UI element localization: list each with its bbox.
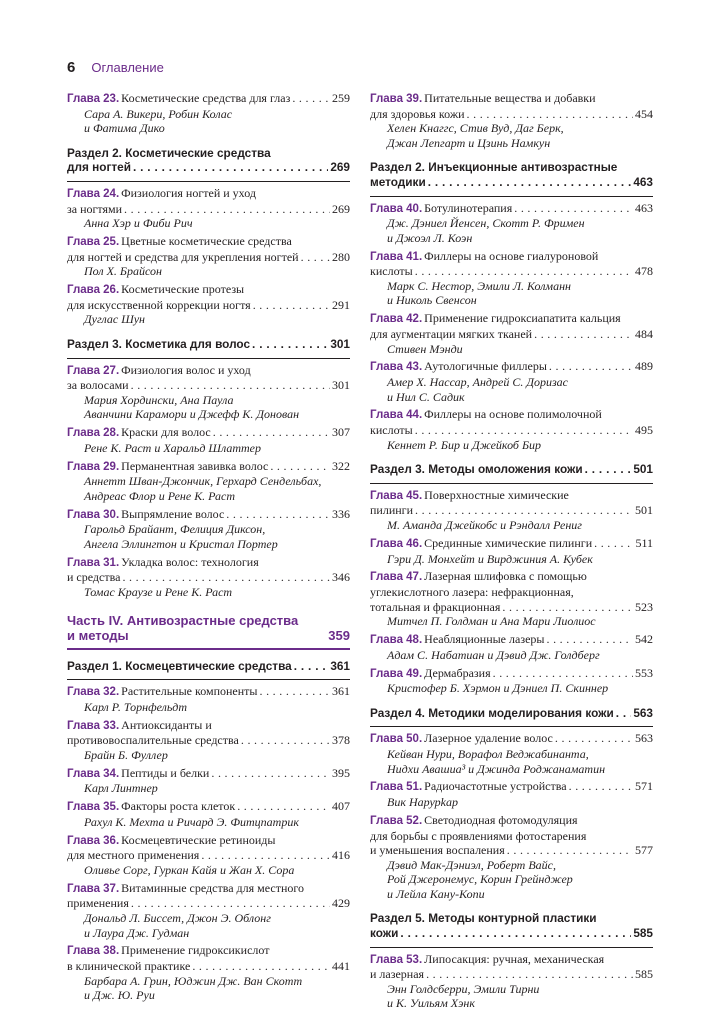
chapter-title: тотальная и фракционная xyxy=(370,599,501,614)
chapter-number: Глава 48. xyxy=(370,634,423,647)
page-ref: 291 xyxy=(332,297,350,312)
chapter-title: для местного применения xyxy=(67,848,200,863)
chapter-title: Аутологичные филлеры xyxy=(424,359,547,374)
chapter-title: Срединные химические пилинги xyxy=(424,535,593,550)
page-ref: 484 xyxy=(635,326,653,341)
section-heading[interactable] xyxy=(370,911,653,947)
chapter-authors: Сара А. Викери, Робин Колас xyxy=(84,106,233,121)
toc-entry[interactable] xyxy=(370,249,653,308)
page-ref: 429 xyxy=(332,896,350,911)
page-ref: 454 xyxy=(635,106,653,121)
page-ref: 361 xyxy=(330,658,350,673)
chapter-authors: Мария Хордински, Ана Паула xyxy=(84,392,234,407)
chapter-number: Глава 32. xyxy=(67,686,120,699)
chapter-title: Дермабразия xyxy=(424,665,491,680)
section-title: Раздел 5. Методы контурной пластики xyxy=(370,911,597,926)
toc-entry[interactable] xyxy=(370,91,653,150)
chapter-title: для здоровья кожи xyxy=(370,106,465,121)
page-ref: 563 xyxy=(633,705,653,720)
chapter-title: Поверхностные химические xyxy=(424,487,569,502)
chapter-number: Глава 49. xyxy=(370,667,423,680)
page-ref: 361 xyxy=(332,684,350,699)
toc-entry[interactable] xyxy=(370,569,653,628)
chapter-title: Ботулинотерапия xyxy=(424,200,513,215)
chapter-number: Глава 23. xyxy=(67,93,120,105)
chapter-title: Применение гидроксикислот xyxy=(121,943,270,958)
section-title: методики xyxy=(370,174,426,189)
chapter-number: Глава 41. xyxy=(370,250,423,263)
chapter-authors: Дж. Дэниел Йенсен, Скотт Р. Фримен xyxy=(387,216,585,231)
chapter-title: углекислотного лазера: нефракционная, xyxy=(370,585,574,599)
chapter-number: Глава 28. xyxy=(67,427,120,440)
chapter-title: кислоты xyxy=(370,264,413,279)
chapter-number: Глава 53. xyxy=(370,953,423,966)
page-title: Оглавление xyxy=(91,60,164,75)
page-ref: 553 xyxy=(635,665,653,680)
chapter-title: для искусственной коррекции ногтя xyxy=(67,297,251,312)
toc-entry[interactable] xyxy=(67,186,350,231)
chapter-title: Витаминные средства для местного xyxy=(121,880,304,895)
chapter-authors: Джан Лепгарт и Цзинь Намкун xyxy=(387,135,551,150)
chapter-title: Перманентная завивка волос xyxy=(121,458,269,473)
part-title: Часть IV. Антивозрастные средства xyxy=(67,612,299,628)
toc-entry[interactable] xyxy=(67,833,350,878)
page-ref: 585 xyxy=(635,967,653,982)
page-ref: 585 xyxy=(633,926,653,941)
toc-entry[interactable] xyxy=(370,407,653,452)
chapter-number: Глава 47. xyxy=(370,571,423,584)
chapter-authors: Рахул К. Мехта и Ричард Э. Фитцпатрик xyxy=(84,814,299,829)
toc-entry[interactable] xyxy=(67,555,350,600)
section-title: Раздел 4. Методики моделирования кожи xyxy=(370,705,614,720)
chapter-authors: Гэри Д. Монхейт и Вирджиния А. Кубек xyxy=(387,551,593,566)
chapter-authors: и Николь Свенсон xyxy=(387,293,477,308)
chapter-number: Глава 38. xyxy=(67,945,120,958)
toc-entry[interactable] xyxy=(67,363,350,422)
chapter-title: Цветные косметические средства xyxy=(121,234,292,249)
page-ref: 269 xyxy=(330,160,350,175)
chapter-title: Косметические средства для глаз xyxy=(121,91,291,105)
chapter-title: Антиоксиданты и xyxy=(121,717,212,732)
chapter-title: Питательные вещества и добавки xyxy=(424,91,596,105)
toc-entry[interactable] xyxy=(370,536,653,566)
toc-entry[interactable] xyxy=(67,91,350,136)
chapter-title: Неабляционные лазеры xyxy=(424,632,545,647)
chapter-title: Лазерное удаление волос xyxy=(424,731,553,746)
section-heading[interactable] xyxy=(370,160,653,196)
chapter-number: Глава 26. xyxy=(67,284,120,297)
chapter-number: Глава 40. xyxy=(370,202,423,215)
page-ref: 577 xyxy=(635,843,653,858)
chapter-authors: и Лаура Дж. Гудман xyxy=(84,925,190,940)
chapter-authors: Вик Нарурkар xyxy=(387,795,458,810)
chapter-authors: Пол Х. Брайсон xyxy=(84,264,162,279)
toc-entry[interactable] xyxy=(67,282,350,327)
chapter-number: Глава 44. xyxy=(370,409,423,422)
chapter-number: Глава 46. xyxy=(370,537,423,550)
chapter-authors: Стивен Мэнди xyxy=(387,341,463,356)
chapter-title: Физиология ногтей и уход xyxy=(121,185,256,200)
chapter-authors: и Фатима Дико xyxy=(84,121,165,136)
chapter-title: пилинги xyxy=(370,503,414,518)
chapter-title: Липосакция: ручная, механическая xyxy=(424,951,605,966)
chapter-authors: Марк С. Нестор, Эмили Л. Колманн xyxy=(387,278,571,293)
toc-entry[interactable] xyxy=(370,779,653,809)
chapter-authors: Рене К. Раст и Харальд Шлаттер xyxy=(84,440,261,455)
chapter-authors: Кеннет Р. Бир и Джейкоб Бир xyxy=(387,437,542,452)
chapter-authors: и Джоэл Л. Коэн xyxy=(387,230,473,245)
chapter-authors: и Нил С. Садик xyxy=(387,389,465,404)
toc-entry[interactable] xyxy=(370,813,653,902)
toc-entry[interactable] xyxy=(67,881,350,940)
chapter-authors: Нидхи Авашиа³ и Джинда Роджанаматин xyxy=(387,761,606,776)
section-title: Раздел 3. Методы омоложения кожи xyxy=(370,462,583,477)
section-title: Раздел 2. Косметические средства xyxy=(67,145,271,160)
chapter-authors: Амер Х. Нассар, Андрей С. Доризас xyxy=(387,374,568,389)
chapter-number: Глава 27. xyxy=(67,364,120,377)
chapter-authors: и К. Уильям Хэнк xyxy=(387,996,475,1011)
page-ref: 463 xyxy=(633,174,653,189)
page-ref: 463 xyxy=(635,200,653,215)
toc-entry[interactable] xyxy=(67,507,350,552)
chapter-authors: Рой Джеронемус, Корин Грейнджер xyxy=(387,872,573,887)
page-ref: 416 xyxy=(332,848,350,863)
chapter-authors: Кейван Нури, Ворафол Веджабинанта, xyxy=(387,746,589,761)
chapter-number: Глава 33. xyxy=(67,719,120,732)
page-ref: 571 xyxy=(635,779,653,794)
chapter-authors: Ангела Эллингтон и Кристал Портер xyxy=(84,536,278,551)
chapter-authors: Митчел П. Голдман и Ана Мари Лиолиос xyxy=(387,614,596,629)
toc-entry[interactable] xyxy=(67,425,350,455)
chapter-number: Глава 52. xyxy=(370,814,423,827)
toc-entry[interactable] xyxy=(370,952,653,1011)
chapter-authors: Кристофер Б. Хэрмон и Дэниел П. Скиннер xyxy=(387,681,609,696)
section-heading[interactable] xyxy=(370,706,653,728)
chapter-number: Глава 29. xyxy=(67,460,120,473)
chapter-authors: Энн Голдсберри, Эмили Тирни xyxy=(387,981,540,996)
chapter-number: Глава 34. xyxy=(67,767,120,780)
toc-entry[interactable] xyxy=(67,684,350,714)
chapter-title: за волосами xyxy=(67,378,129,393)
toc-entry[interactable] xyxy=(370,311,653,356)
section-title: Раздел 3. Косметика для волос xyxy=(67,336,251,351)
page-ref: 259 xyxy=(332,91,350,105)
chapter-authors: Дуглас Шун xyxy=(84,312,145,327)
page-ref: 301 xyxy=(330,336,350,351)
chapter-authors: Адам С. Набатиан и Дэвид Дж. Голдберг xyxy=(387,647,600,662)
page-ref: 378 xyxy=(332,733,350,748)
chapter-number: Глава 25. xyxy=(67,236,120,249)
chapter-title: Применение гидроксиапатита кальция xyxy=(424,311,621,326)
chapter-authors: Анна Хэр и Фиби Рич xyxy=(84,216,193,231)
toc-entry[interactable] xyxy=(67,459,350,504)
section-heading[interactable] xyxy=(67,659,350,681)
section-heading[interactable] xyxy=(67,146,350,182)
page-ref: 511 xyxy=(635,535,653,550)
chapter-number: Глава 37. xyxy=(67,882,120,895)
chapter-title: и средства xyxy=(67,570,121,585)
page-ref: 563 xyxy=(635,731,653,746)
chapter-authors: Аннетт Шван-Джончик, Герхард Сендельбах, xyxy=(84,474,322,489)
chapter-title: Краски для волос xyxy=(121,425,211,440)
chapter-authors: Дональд Л. Биссет, Джон Э. Облонг xyxy=(84,910,271,925)
chapter-title: Косметические протезы xyxy=(121,282,245,297)
chapter-title: Филлеры на основе полимолочной xyxy=(424,407,602,422)
toc-entry[interactable] xyxy=(370,488,653,533)
chapter-number: Глава 30. xyxy=(67,508,120,521)
page-ref: 280 xyxy=(332,249,350,264)
section-heading[interactable] xyxy=(67,337,350,359)
chapter-title: в клинической практике xyxy=(67,959,191,974)
page-ref: 301 xyxy=(332,378,350,393)
chapter-number: Глава 45. xyxy=(370,489,423,502)
chapter-authors: Оливье Сорг, Гуркан Кайя и Жан Х. Сора xyxy=(84,862,295,877)
toc-entry[interactable] xyxy=(67,943,350,1002)
chapter-title: Филлеры на основе гиалуроновой xyxy=(424,248,599,263)
page-ref: 407 xyxy=(332,799,350,814)
chapter-authors: Карл Р. Торнфельдт xyxy=(84,699,188,714)
chapter-authors: Барбара А. Грин, Юджин Дж. Ван Скотт xyxy=(84,973,303,988)
toc-entry[interactable] xyxy=(370,666,653,696)
chapter-authors: и Лейла Кану-Копи xyxy=(387,886,485,901)
chapter-title: за ногтями xyxy=(67,201,123,216)
toc-entry[interactable] xyxy=(67,766,350,796)
chapter-title: и уменьшения воспаления xyxy=(370,843,505,858)
chapter-title: Выпрямление волос xyxy=(121,506,225,521)
page-ref: 395 xyxy=(332,765,350,780)
chapter-title: Светодиодная фотомодуляция xyxy=(424,812,578,827)
toc-entry[interactable] xyxy=(370,201,653,246)
page-ref: 478 xyxy=(635,264,653,279)
chapter-title: для борьбы с проявлениями фотостарения xyxy=(370,828,587,843)
page-ref: 269 xyxy=(332,201,350,216)
chapter-authors: Брайн Б. Фуллер xyxy=(84,747,168,762)
page-ref: 336 xyxy=(332,506,350,521)
page-ref: 489 xyxy=(635,359,653,374)
page-ref: 307 xyxy=(332,425,350,440)
chapter-number: Глава 43. xyxy=(370,361,423,374)
page-ref: 346 xyxy=(332,570,350,585)
chapter-number: Глава 31. xyxy=(67,556,120,569)
toc-column-left xyxy=(67,91,350,1006)
chapter-title: Космецевтические ретиноиды xyxy=(121,832,276,847)
part-heading[interactable] xyxy=(67,613,350,650)
chapter-authors: Томас Краузе и Рене К. Раст xyxy=(84,585,233,599)
chapter-authors: М. Аманда Джейкобс и Рэндалл Рениг xyxy=(387,518,582,533)
toc-entry[interactable] xyxy=(67,234,350,279)
chapter-authors: и Дж. Ю. Руи xyxy=(84,988,155,1003)
page-ref: 441 xyxy=(332,959,350,974)
chapter-title: Пептиды и белки xyxy=(121,765,210,780)
toc-column-right xyxy=(370,91,653,1014)
chapter-number: Глава 51. xyxy=(370,781,423,794)
chapter-authors: Андреас Флор и Рене К. Раст xyxy=(84,488,236,503)
toc-entry[interactable] xyxy=(67,799,350,829)
section-title: Раздел 2. Инъекционные антивозрастные xyxy=(370,160,618,175)
chapter-title: Укладка волос: технология xyxy=(121,554,259,569)
chapter-number: Глава 50. xyxy=(370,733,423,746)
page-header xyxy=(67,59,164,77)
chapter-number: Глава 42. xyxy=(370,313,423,326)
section-title: Раздел 1. Космецевтические средства xyxy=(67,658,292,673)
page-ref: 359 xyxy=(328,627,350,643)
chapter-title: для ногтей и средства для укрепления ногтей xyxy=(67,249,299,264)
page-ref: 322 xyxy=(332,458,350,473)
chapter-title: Факторы роста клеток xyxy=(121,799,236,814)
toc-entry[interactable] xyxy=(370,731,653,776)
chapter-authors: Карл Линтнер xyxy=(84,781,158,796)
part-title: и методы xyxy=(67,627,129,643)
page-ref: 542 xyxy=(635,632,653,647)
chapter-title: Физиология волос и уход xyxy=(121,362,251,377)
toc-entry[interactable] xyxy=(67,718,350,763)
chapter-number: Глава 24. xyxy=(67,187,120,200)
chapter-authors: Аванчини Карамори и Джефф К. Донован xyxy=(84,407,300,422)
section-heading[interactable] xyxy=(370,462,653,484)
chapter-title: противовоспалительные средства xyxy=(67,733,239,748)
section-title: для ногтей xyxy=(67,160,131,175)
chapter-number: Глава 35. xyxy=(67,801,120,814)
chapter-title: Лазерная шлифовка с помощью xyxy=(424,569,587,584)
chapter-title: Растительные компоненты xyxy=(121,684,258,699)
chapter-title: и лазерная xyxy=(370,967,425,982)
page-ref: 523 xyxy=(635,599,653,614)
chapter-title: для аугментации мягких тканей xyxy=(370,326,533,341)
chapter-authors: Гарольд Брайант, Фелиция Диксон, xyxy=(84,522,266,537)
chapter-authors: Хелен Кнаггс, Стив Вуд, Даг Берк, xyxy=(387,121,564,136)
chapter-title: применения xyxy=(67,896,129,911)
chapter-title: кислоты xyxy=(370,423,413,438)
page-ref: 501 xyxy=(633,462,653,477)
chapter-number: Глава 39. xyxy=(370,93,423,105)
chapter-title: Радиочастотные устройства xyxy=(424,779,567,794)
section-title: кожи xyxy=(370,926,399,941)
chapter-number: Глава 36. xyxy=(67,834,120,847)
toc-entry[interactable] xyxy=(370,359,653,404)
page-ref: 501 xyxy=(635,503,653,518)
page-ref: 495 xyxy=(635,423,653,438)
page-number: 6 xyxy=(67,59,76,76)
chapter-authors: Дэвид Мак-Дэниэл, Роберт Вайс, xyxy=(387,857,557,872)
toc-entry[interactable] xyxy=(370,632,653,662)
